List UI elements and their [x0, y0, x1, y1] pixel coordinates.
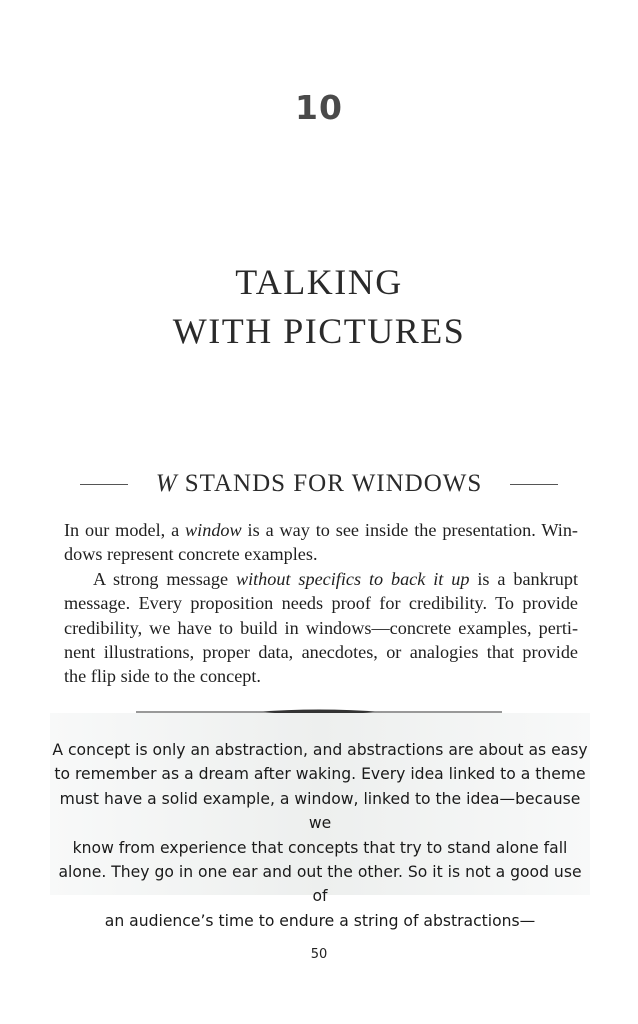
chapter-number: 10 [295, 88, 343, 127]
body-line: credibility, we have to build in windows—concrete examples, perti- [64, 617, 578, 638]
body-line: dows represent concrete examples. [64, 544, 318, 565]
heading-rule-right [510, 484, 558, 485]
callout-line: must have a solid example, a window, linked to the idea—because we [59, 789, 581, 833]
chapter-title-line-1: TALKING [235, 262, 403, 302]
section-heading-text [156, 470, 483, 498]
callout-line: A concept is only an abstraction, and abstractions are about as easy [52, 741, 588, 759]
body-text [64, 518, 578, 689]
page-number: 50 [310, 947, 328, 962]
body-text-emphasis: window [185, 520, 242, 540]
heading-rule-left [80, 484, 128, 485]
callout-text [50, 738, 590, 933]
body-line: the flip side to the concept. [64, 666, 261, 687]
body-line [64, 567, 578, 591]
body-text-run: A strong message [93, 568, 236, 589]
section-heading-lead: W [155, 470, 178, 497]
body-text-emphasis: without specifics to back it up [235, 568, 470, 589]
body-text-run: is a way to see inside the presentation. Win- [241, 520, 578, 540]
callout-box [50, 713, 590, 930]
section-heading-rest: STANDS FOR WINDOWS [177, 470, 483, 497]
body-line [64, 518, 578, 542]
callout-line: alone. They go in one ear and out the other. So it is not a good use of [58, 863, 582, 906]
callout-line: know from experience that concepts that try to stand alone fall [72, 838, 568, 857]
body-text-run: is a bankrupt [469, 568, 579, 589]
body-text-run: In our model, a [64, 520, 186, 540]
chapter-title-line-2: WITH PICTURES [172, 311, 466, 351]
body-line: message. Every proposition needs proof for credibility. To provide [64, 593, 578, 614]
callout-line: an audience’s time to endure a string of abstractions— [104, 911, 536, 930]
callout-line: to remember as a dream after waking. Every idea linked to a theme [54, 765, 586, 784]
body-line: nent illustrations, proper data, anecdotes, or analogies that provide [64, 642, 578, 663]
chapter-title [0, 258, 638, 356]
section-heading [80, 466, 558, 502]
